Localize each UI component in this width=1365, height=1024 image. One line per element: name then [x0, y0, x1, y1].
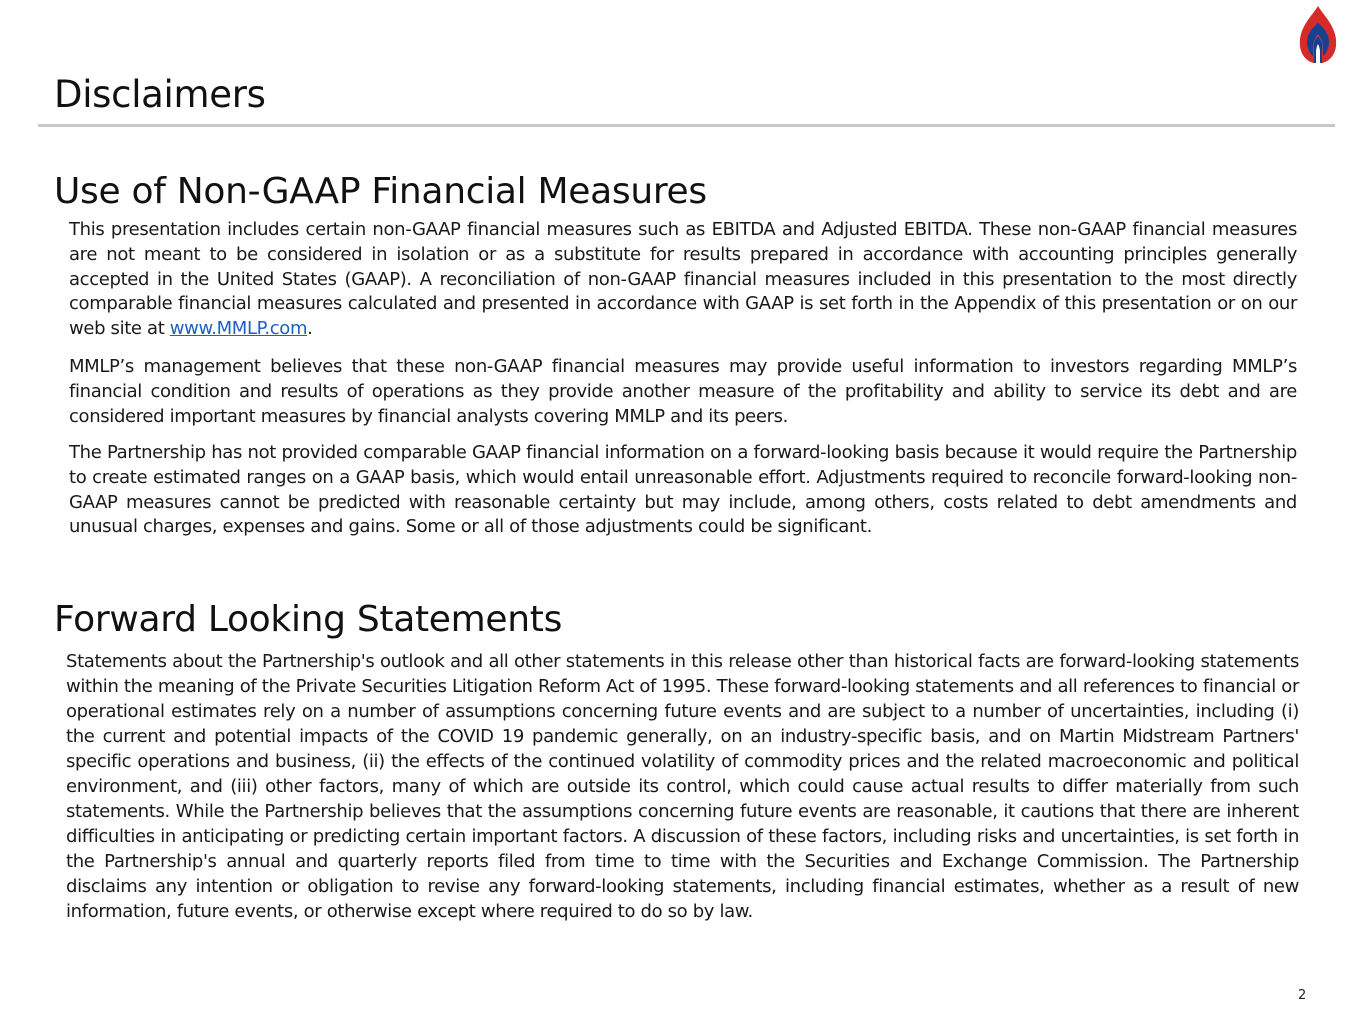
page-title: Disclaimers: [54, 73, 266, 116]
non-gaap-paragraph-3: The Partnership has not provided comparable GAAP financial information on a forward-looking basis because it would require the Partnership to create estimated ranges on a GAAP basis, which would entail unreasonable effort. Adjustments required to reconcile forward-looking non-GAAP measures cannot be predicted with reasonable certainty but may include, among others, costs related to debt amendments and unusual charges, expenses and gains. Some or all of those adjustments could be significant.: [69, 442, 1297, 538]
mmlp-website-link[interactable]: www.MMLP.com: [169, 318, 308, 340]
title-divider: [38, 124, 1335, 127]
non-gaap-paragraph-2: MMLP’s management believes that these non-GAAP financial measures may provide useful information to investors regarding MMLP’s financial condition and results of operations as they provide another measure of the profitability and ability to service its debt and are considered important measures by financial analysts covering MMLP and its peers.: [69, 356, 1297, 427]
non-gaap-heading: Use of Non-GAAP Financial Measures: [54, 171, 707, 212]
non-gaap-paragraph-1-text: This presentation includes certain non-GAAP financial measures such as EBITDA and Adjusted EBITDA. These non-GAAP financial measures are not meant to be considered in isolation or as a substitute for results prepared in accordance with accounting principles generally accepted in the United States (GAAP). A reconciliation of non-GAAP financial measures included in this presentation to the most directly comparable financial measures calculated and presented in accordance with GAAP is set forth in the Appendix of this presentation or on our web site at: [69, 219, 1297, 340]
non-gaap-paragraph-1: [69, 218, 1297, 342]
flame-logo-icon: [1298, 6, 1338, 64]
non-gaap-paragraph-1-end: .: [307, 318, 313, 340]
forward-looking-heading: Forward Looking Statements: [54, 599, 563, 640]
forward-looking-paragraph: Statements about the Partnership's outlook and all other statements in this release other than historical facts are forward-looking statements within the meaning of the Private Securities Litigation Reform Act of 1995. These forward-looking statements and all references to financial or operational estimates rely on a number of assumptions concerning future events and are subject to a number of uncertainties, including (i) the current and potential impacts of the COVID 19 pandemic generally, on an industry-specific basis, and on Martin Midstream Partners' specific operations and business, (ii) the effects of the continued volatility of commodity prices and the related macroeconomic and political environment, and (iii) other factors, many of which are outside its control, which could cause actual results to differ materially from such statements. While the Partnership believes that the assumptions concerning future events are reasonable, it cautions that there are inherent difficulties in anticipating or predicting certain important factors. A discussion of these factors, including risks and uncertainties, is set forth in the Partnership's annual and quarterly reports filed from time to time with the Securities and Exchange Commission. The Partnership disclaims any intention or obligation to revise any forward-looking statements, including financial estimates, whether as a result of new information, future events, or otherwise except where required to do so by law.: [66, 651, 1299, 923]
page-number: 2: [1298, 988, 1307, 1003]
